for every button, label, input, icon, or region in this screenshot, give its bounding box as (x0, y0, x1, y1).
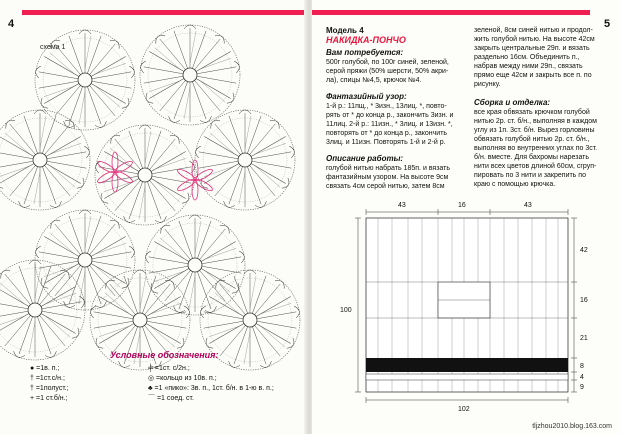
assembly-line: все края обвязать крючком голубой (474, 109, 590, 116)
work-continued-line: закрыть центральные 29п. и вязать (474, 45, 590, 52)
dim-right-42: 42 (580, 247, 588, 254)
dim-right-9: 9 (580, 384, 584, 391)
pattern-heading: Фантазийный узор: (326, 92, 407, 101)
legend-item: ╪ =1ст. с/2н.; (148, 365, 190, 372)
blog-footer: tljzhou2010.blog.163.com (532, 423, 612, 430)
work-continued-line: прямо еще 42см и закрыть все п. по (474, 72, 592, 79)
need-line: ла), спицы №4,5, крючок №4. (326, 77, 422, 84)
work-continued-line: набрав между ними 29п., связать (474, 63, 583, 70)
assembly-line: нитью 2р. ст. б/н., выполняя в каждом (474, 118, 597, 125)
scheme-label: схема 1 (40, 44, 66, 51)
dim-top-right: 43 (524, 202, 532, 209)
assembly-line: краю с помощью крючка. (474, 181, 556, 188)
dim-right-21: 21 (580, 335, 588, 342)
dim-top-center: 16 (458, 202, 466, 209)
assembly-line: углу из 1п. 3ст. б/н. Вырез горловины (474, 127, 595, 134)
legend-title: Условные обозначения: (110, 350, 219, 360)
legend-item: + =1 ст.б/н.; (30, 395, 68, 402)
right-page (312, 0, 620, 434)
pattern-line: 11лиц. 2-й р.: 11изн., * 3лиц. и 13изн. *, (326, 121, 453, 128)
assembly-line: пировать по 3 нити и закрепить по (474, 172, 586, 179)
work-heading: Описание работы: (326, 154, 404, 163)
dim-right-4: 4 (580, 374, 584, 381)
legend-item: ⌒ =1 соед. ст. (148, 395, 194, 402)
dim-right-16: 16 (580, 297, 588, 304)
pattern-line: 3лиц. и 11изн. Повторять 1-й и 2-й р. (326, 139, 446, 146)
legend-item: ♣ =1 «пико»: 3в. п., 1ст. б/н. в 1-ю в. п.; (148, 385, 274, 392)
legend-item: † =1полуст.; (30, 385, 69, 392)
work-continued-line: раздельно 16см. Объединить п., (474, 54, 580, 61)
dim-top-left: 43 (398, 202, 406, 209)
legend-item: ● =1в. п.; (30, 365, 60, 372)
work-continued-line: зеленой, 8см синей нитью и продол- (474, 27, 593, 34)
left-page-number: 4 (8, 18, 15, 30)
need-line: серой пряжи (50% шерсти, 50% акри- (326, 68, 449, 75)
work-line: голубой нитью набрать 185п. и вязать (326, 165, 451, 172)
pattern-line: повторять от * до конца р., закончить (326, 130, 448, 137)
work-line: связать 4см серой нитью, затем 8см (326, 183, 445, 190)
dim-bottom-102: 102 (458, 406, 470, 413)
dim-right-8: 8 (580, 363, 584, 370)
assembly-line: выполняя во внутренних углах по 3ст. (474, 145, 598, 152)
work-continued-line: жить голубой нитью. На высоте 42см (474, 36, 595, 43)
assembly-line: б/н. вместе. Для бахромы нарезать (474, 154, 590, 161)
need-heading: Вам потребуется: (326, 48, 404, 57)
model-title: НАКИДКА-ПОНЧО (326, 35, 406, 45)
model-number: Модель 4 (326, 26, 364, 35)
legend-item: ◎ =кольцо из 10в. п.; (148, 375, 217, 382)
left-page (0, 0, 306, 434)
pattern-line: 1-й р.: 11пщ., * 3изн., 13лиц. *, повто- (326, 103, 447, 110)
work-continued-line: рисунку. (474, 81, 501, 88)
work-line: фантазийным узором. На высоте 9см (326, 174, 449, 181)
right-page-number: 5 (604, 18, 611, 30)
assembly-heading: Сборка и отделка: (474, 98, 551, 107)
need-line: 500г голубой, по 100г синей, зеленой, (326, 59, 449, 66)
legend-item: † =1ст.с/н.; (30, 375, 65, 382)
dim-left-100: 100 (340, 307, 352, 314)
assembly-line: обвязать голубой нитью 2р. ст. б/н., (474, 136, 590, 143)
pattern-line: рять от * до конца р., закончить 3изн. и (326, 112, 454, 119)
assembly-line: нити всех цветов длиной 60см, сгруп- (474, 163, 597, 170)
poncho-schematic (312, 0, 620, 434)
